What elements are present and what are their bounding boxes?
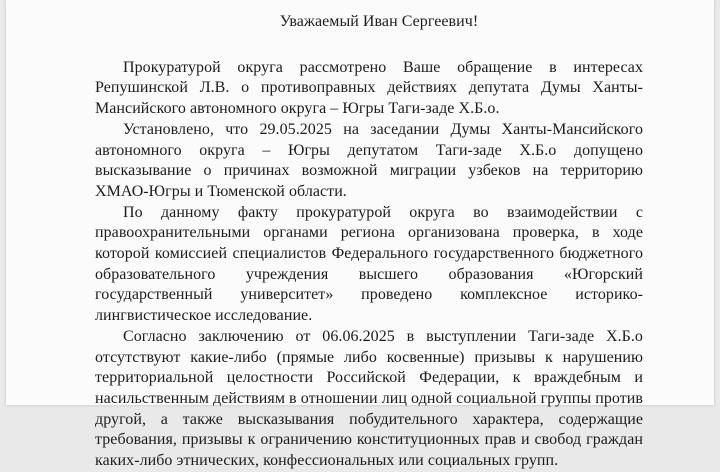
letter-greeting: Уважаемый Иван Сергеевич! (279, 13, 479, 30)
paragraph-statement-established: Установлено, что 29.05.2025 на заседании Думы Ханты-Мансийского автономного округа – Югры депутатом Таги-заде Х.Б.о допущено высказывание о причинах возможной миграции узбеков на территорию ХМАО-Югры и Тюменской области. (95, 120, 643, 200)
letter-body (95, 12, 643, 472)
document-page (6, 0, 714, 470)
paragraph-inspection-organized: По данному факту прокуратурой округа во взаимодействии с правоохранительными органами региона организована проверка, в ходе которой комиссией специалистов Федерального государственного бюджетного образовательного учреждения высшего образования «Югорский государственный университет» проведено комплексное историко-лингвистическое исследование. (95, 203, 643, 325)
paragraph-expert-conclusion: Согласно заключению от 06.06.2025 в выступлении Таги-заде Х.Б.о отсутствуют какие-либо (прямые либо косвенные) призывы к нарушению территориальной целостности Российской Федерации, к враждебным и насильственным действиям в отношении лиц одной социальной группы против другой, а также высказывания побудительного характера, содержащие требования, призывы к ограничению конституционных прав и свобод граждан каких-либо этнических, конфессиональных или социальных групп. (95, 327, 643, 470)
paragraph-appeal-reviewed: Прокуратурой округа рассмотрено Ваше обращение в интересах Репушинской Л.В. о противоправных действиях депутата Думы Ханты-Мансийского автономного округа – Югры Таги-заде Х.Б.о. (95, 58, 643, 118)
